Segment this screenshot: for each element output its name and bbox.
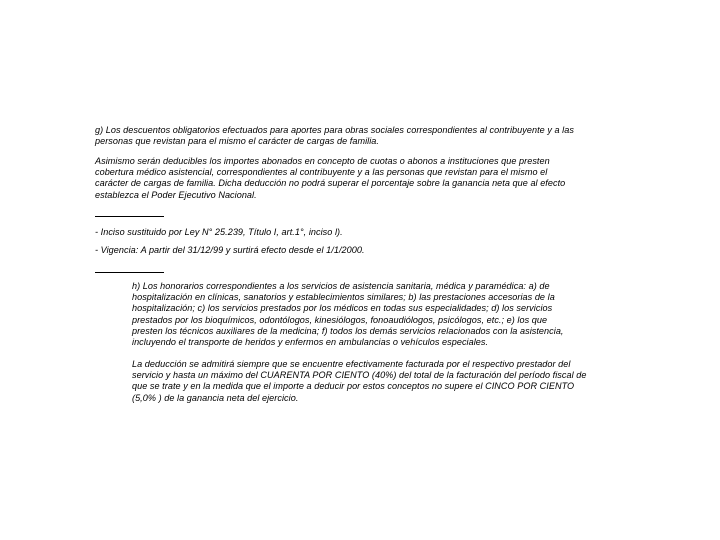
note-vigencia: - Vigencia: A partir del 31/12/99 y surtirá efecto desde el 1/1/2000. [95,245,365,255]
separator-rule [95,216,164,217]
paragraph-asimismo: Asimismo serán deducibles los importes abonados en concepto de cuotas o abonos a instituciones que presten cobertura médico asistencial, correspondientes al contribuyente y a las personas que revistan para el mismo el carácter de cargas de familia. Dicha deducción no podrá superar el porcentaje sobre la ganancia neta que al efecto establezca el Poder Ejecutivo Nacional. [95,156,566,200]
note-inciso: - Inciso sustituido por Ley N° 25.239, Título I, art.1°, inciso l). [95,227,343,237]
paragraph-h: h) Los honorarios correspondientes a los servicios de asistencia sanitaria, médica y paramédica: a) de hospitalización en clínicas, sanatorios y establecimientos similares; b) las prestaciones accesorias de la hospitalización; c) los servicios prestados por los médicos en todas sus especialidades; d) los servicios prestados por los bioquímicos, odontólogos, kinesiólogos, fonoaudiólogos, psicólogos, etc.; e) los que presten los técnicos auxiliares de la medicina; f) todos los demás servicios relacionados con la asistencia, incluyendo el transporte de heridos y enfermos en ambulancias o vehículos especiales. [132,281,564,348]
separator-rule [95,272,164,273]
paragraph-deduccion: La deducción se admitirá siempre que se encuentre efectivamente facturada por el respectivo prestador del servicio y hasta un máximo del CUARENTA POR CIENTO (40%) del total de la facturación del período fiscal de que se trate y en la medida que el importe a deducir por estos conceptos no supere el CINCO POR CIENTO (5,0% ) de la ganancia neta del ejercicio. [132,359,587,403]
paragraph-g: g) Los descuentos obligatorios efectuados para aportes para obras sociales correspondientes al contribuyente y a las personas que revistan para el mismo el carácter de cargas de familia. [95,125,574,147]
